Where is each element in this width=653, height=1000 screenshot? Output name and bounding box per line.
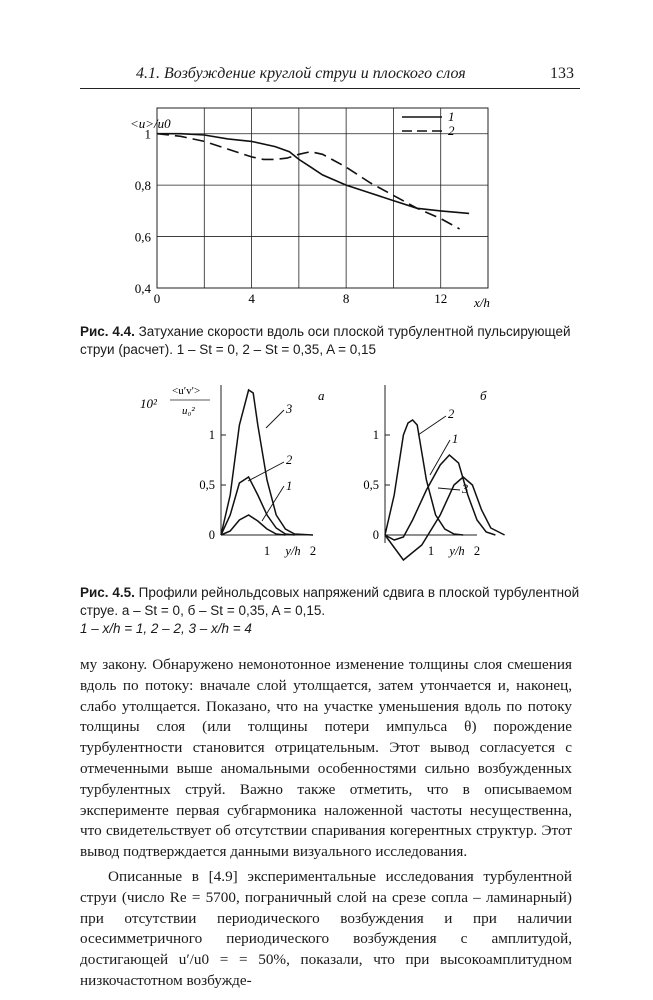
curve-label-1: 1 bbox=[286, 479, 293, 493]
curve-leader-3 bbox=[438, 488, 460, 490]
figure-4-4-caption bbox=[80, 323, 580, 359]
x-tick-label: 0 bbox=[153, 291, 161, 306]
curve-label-2: 2 bbox=[448, 407, 455, 421]
y-tick-label: 1 bbox=[144, 126, 151, 142]
profile-curve-1 bbox=[221, 515, 285, 535]
y-tick-label: 0,5 bbox=[199, 478, 215, 492]
panel-letter: а bbox=[318, 388, 325, 403]
paragraph-1: му закону. Обнаружено немонотонное изменение толщины слоя смешения вдоль по потоку: вначале слой утолщается, затем утончается и, наконец, слабо утолщается. Показано, что на участке уменьшения вдоль по потоку толщины слоя (или толщины потери импульса θ) порождение турбулентности становится отрицательным. Этот вывод согласуется с отмеченными выше аномальными особенностями сильно возбужденных турбулентных струй. Важно также отметить, что в описываемом эксперименте первая субгармоника наложенной частоты несущественна, что свидетельствует об отсутствии спаривания когерентных структур. Этот вывод подтверждается данными визуального исследования. bbox=[80, 656, 572, 861]
x-tick-label: 8 bbox=[342, 291, 350, 306]
x-axis-label: y/h bbox=[285, 544, 301, 558]
caption-label: Рис. 4.5. bbox=[80, 585, 135, 600]
x-tick-label: 2 bbox=[473, 544, 481, 558]
legend-label-2: 2 bbox=[448, 123, 455, 138]
y-tick-label: 0,6 bbox=[134, 229, 151, 245]
page-number: 133 bbox=[550, 65, 574, 82]
curve-label-1: 1 bbox=[452, 432, 459, 446]
running-header bbox=[80, 62, 580, 89]
paragraph-2: Описанные в [4.9] экспериментальные исследования турбулентной струи (число Re = 5700, пограничный слой на срезе сопла – ламинарный) при отсутствии периодического возбуждения и при наличии осесимметричного периодического возбуждения с амплитудой, достигающей u′/u0 = = 50%, показали, что при высокоамплитудном низкочастотном возбужде- bbox=[80, 867, 572, 989]
caption-label: Рис. 4.4. bbox=[80, 324, 135, 339]
y-tick-label: 1 bbox=[372, 428, 379, 442]
curve-label-3: 3 bbox=[286, 402, 293, 416]
curve-leader-3 bbox=[266, 410, 284, 428]
x-axis-label: y/h bbox=[449, 544, 465, 558]
y-axis-label-numerator: <u′v′> bbox=[172, 385, 201, 397]
y-tick-label: 0 bbox=[372, 528, 379, 542]
series-line-2 bbox=[157, 134, 460, 229]
curve-label-3: 3 bbox=[462, 482, 469, 496]
y-tick-label: 0,8 bbox=[134, 178, 151, 194]
x-axis-label: x/h bbox=[474, 295, 490, 310]
x-tick-label: 4 bbox=[248, 291, 255, 306]
y-tick-label: 0 bbox=[208, 528, 215, 542]
curve-label-2: 2 bbox=[286, 453, 293, 467]
x-tick-label: 1 bbox=[263, 544, 271, 558]
chart-series bbox=[157, 134, 469, 229]
x-tick-label: 12 bbox=[434, 291, 448, 306]
body-text bbox=[80, 655, 572, 992]
panel-b bbox=[363, 385, 504, 560]
y-tick-label: 1 bbox=[208, 428, 215, 442]
profile-curve-1 bbox=[385, 455, 495, 540]
figure-4-5-caption bbox=[80, 584, 580, 638]
chapter-title: 4.1. Возбуждение круглой струи и плоского слоя bbox=[136, 65, 466, 82]
series-line-1 bbox=[157, 134, 469, 214]
x-tick-label: 2 bbox=[309, 544, 317, 558]
figure-4-4-chart bbox=[0, 100, 653, 322]
curve-leader-2 bbox=[418, 416, 446, 435]
panel-letter: б bbox=[480, 388, 487, 403]
caption-line-2: 1 – x/h = 1, 2 – 2, 3 – x/h = 4 bbox=[80, 621, 252, 636]
figure-4-5-chart bbox=[0, 380, 653, 580]
caption-text: Затухание скорости вдоль оси плоской турбулентной пульсирующей струи (расчет). 1 – St = 0, 2 – St = 0,35, A = 0,15 bbox=[80, 324, 571, 357]
panel-a bbox=[199, 385, 325, 558]
y-tick-label: 0,5 bbox=[363, 478, 379, 492]
legend-label-1: 1 bbox=[448, 109, 455, 124]
y-tick-label: 0,4 bbox=[134, 281, 151, 296]
y-axis-label: <u>/u0 bbox=[130, 116, 171, 131]
caption-line-1: Профили рейнольдсовых напряжений сдвига в плоской турбулентной струе. а – St = 0, б – St = 0,35, A = 0,15. bbox=[80, 585, 580, 618]
profile-curve-3 bbox=[385, 477, 505, 560]
y-axis-label-prefix: 10² bbox=[140, 396, 157, 411]
y-axis-label-denominator: u₀² bbox=[182, 405, 195, 417]
x-tick-label: 1 bbox=[427, 544, 435, 558]
